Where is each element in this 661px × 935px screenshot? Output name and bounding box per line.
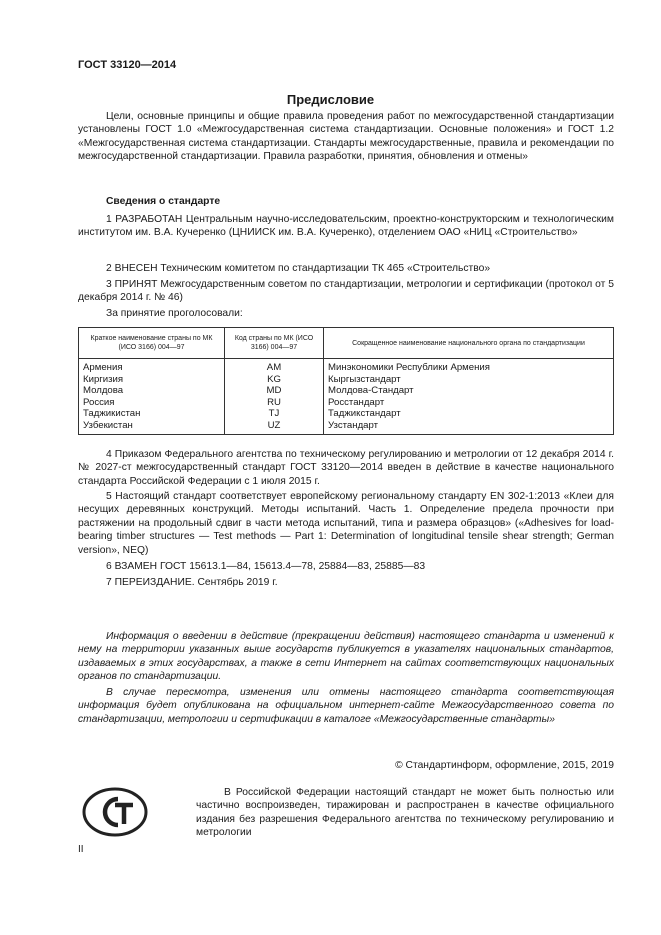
code-cell: KG xyxy=(225,374,324,386)
column-header-country: Краткое наименование страны по МК (ИСО 3166) 004—97 xyxy=(79,328,225,359)
info-note-introduction: Информация о введении в действие (прекращении действия) настоящего стандарта и изменений к нему на территории указанных выше государств публикуется в указателях национальных стандартов, издаваемых в этих государствах, а также в сети Интернет на сайтах соответствующих национальных органов по стандартизации. xyxy=(78,631,614,683)
code-cell: TJ xyxy=(225,408,324,420)
authority-cell: Минэкономики Республики Армения xyxy=(324,359,614,374)
copyright: © Стандартинформ, оформление, 2015, 2019 xyxy=(395,760,614,771)
column-header-code: Код страны по МК (ИСО 3166) 004—97 xyxy=(225,328,324,359)
authority-cell: Кыргызстандарт xyxy=(324,374,614,386)
table-row xyxy=(79,408,614,420)
section-heading: Сведения о стандарте xyxy=(106,196,221,207)
item-conformity: 5 Настоящий стандарт соответствует европейскому региональному стандарту EN 302-1:2013 «Клеи для несущих деревянных конструкций. Методы испытаний. Часть 1. Определение предела прочности при растяжении на продольный сдвиг в части метода испытаний, типа и размера образцов» («Adhesives for load-bearing timber structures — Test methods — Part 1: Determination of longitudinal tensile shear strength; German version», NEQ) xyxy=(78,491,614,556)
authority-cell: Молдова-Стандарт xyxy=(324,385,614,397)
table-row xyxy=(79,374,614,386)
page-title: Предисловие xyxy=(286,92,375,107)
info-note-revision: В случае пересмотра, изменения или отмены настоящего стандарта соответствующая информация будет опубликована на официальном интернет-сайте Межгосударственного совета по стандартизации, метрологии и сертификации в каталоге «Межгосударственные стандарты» xyxy=(78,687,614,725)
item-developed: 1 РАЗРАБОТАН Центральным научно-исследовательским, проектно-конструкторским и технологическим институтом им. В.А. Кучеренко (ЦНИИСК им. В.А. Кучеренко), отделением ОАО «НИЦ «Строительство» xyxy=(78,214,614,239)
column-header-authority: Сокращенное наименование национального органа по стандартизации xyxy=(324,328,614,359)
gost-r-certification-mark-icon xyxy=(82,786,148,838)
table-row xyxy=(79,397,614,409)
code-cell: AM xyxy=(225,359,324,374)
code-cell: UZ xyxy=(225,420,324,434)
item-replaces: 6 ВЗАМЕН ГОСТ 15613.1—84, 15613.4—78, 25884—83, 25885—83 xyxy=(106,561,426,572)
country-cell: Армения xyxy=(79,359,225,374)
country-cell: Россия xyxy=(79,397,225,409)
item-submitted: 2 ВНЕСЕН Техническим комитетом по стандартизации ТК 465 «Строительство» xyxy=(106,263,491,274)
page-number: II xyxy=(78,844,84,855)
rf-notice: В Российской Федерации настоящий стандарт не может быть полностью или частично воспроизведен, тиражирован и распространен в качестве официального издания без разрешения Федерального агентства по техническому регулированию и метрологии xyxy=(196,787,614,839)
authority-cell: Узстандарт xyxy=(324,420,614,434)
code-cell: MD xyxy=(225,385,324,397)
country-cell: Киргизия xyxy=(79,374,225,386)
table-header-row xyxy=(79,328,614,359)
document-code: ГОСТ 33120—2014 xyxy=(78,59,177,71)
country-cell: Таджикистан xyxy=(79,408,225,420)
item-reissue: 7 ПЕРЕИЗДАНИЕ. Сентябрь 2019 г. xyxy=(106,577,278,588)
table-row xyxy=(79,420,614,434)
table-row xyxy=(79,385,614,397)
authority-cell: Росстандарт xyxy=(324,397,614,409)
table-row xyxy=(79,359,614,374)
voted-label: За принятие проголосовали: xyxy=(106,308,243,319)
voting-table xyxy=(78,327,614,435)
code-cell: RU xyxy=(225,397,324,409)
authority-cell: Таджикстандарт xyxy=(324,408,614,420)
intro-paragraph: Цели, основные принципы и общие правила проведения работ по межгосударственной стандартизации установлены ГОСТ 1.0 «Межгосударственная система стандартизации. Основные положения» и ГОСТ 1.2 «Межгосударственная система стандартизации. Стандарты межгосударственные, правила и рекомендации по межгосударственной стандартизации. Правила разработки, принятия, обновления и отмены» xyxy=(78,111,614,163)
item-adopted: 3 ПРИНЯТ Межгосударственным советом по стандартизации, метрологии и сертификации (протокол от 5 декабря 2014 г. № 46) xyxy=(78,279,614,304)
country-cell: Молдова xyxy=(79,385,225,397)
country-cell: Узбекистан xyxy=(79,420,225,434)
item-order: 4 Приказом Федерального агентства по техническому регулированию и метрологии от 12 декабря 2014 г. № 2027-ст межгосударственный стандарт ГОСТ 33120—2014 введен в действие в качестве национального стандарта Российской Федерации с 1 июля 2015 г. xyxy=(78,449,614,487)
